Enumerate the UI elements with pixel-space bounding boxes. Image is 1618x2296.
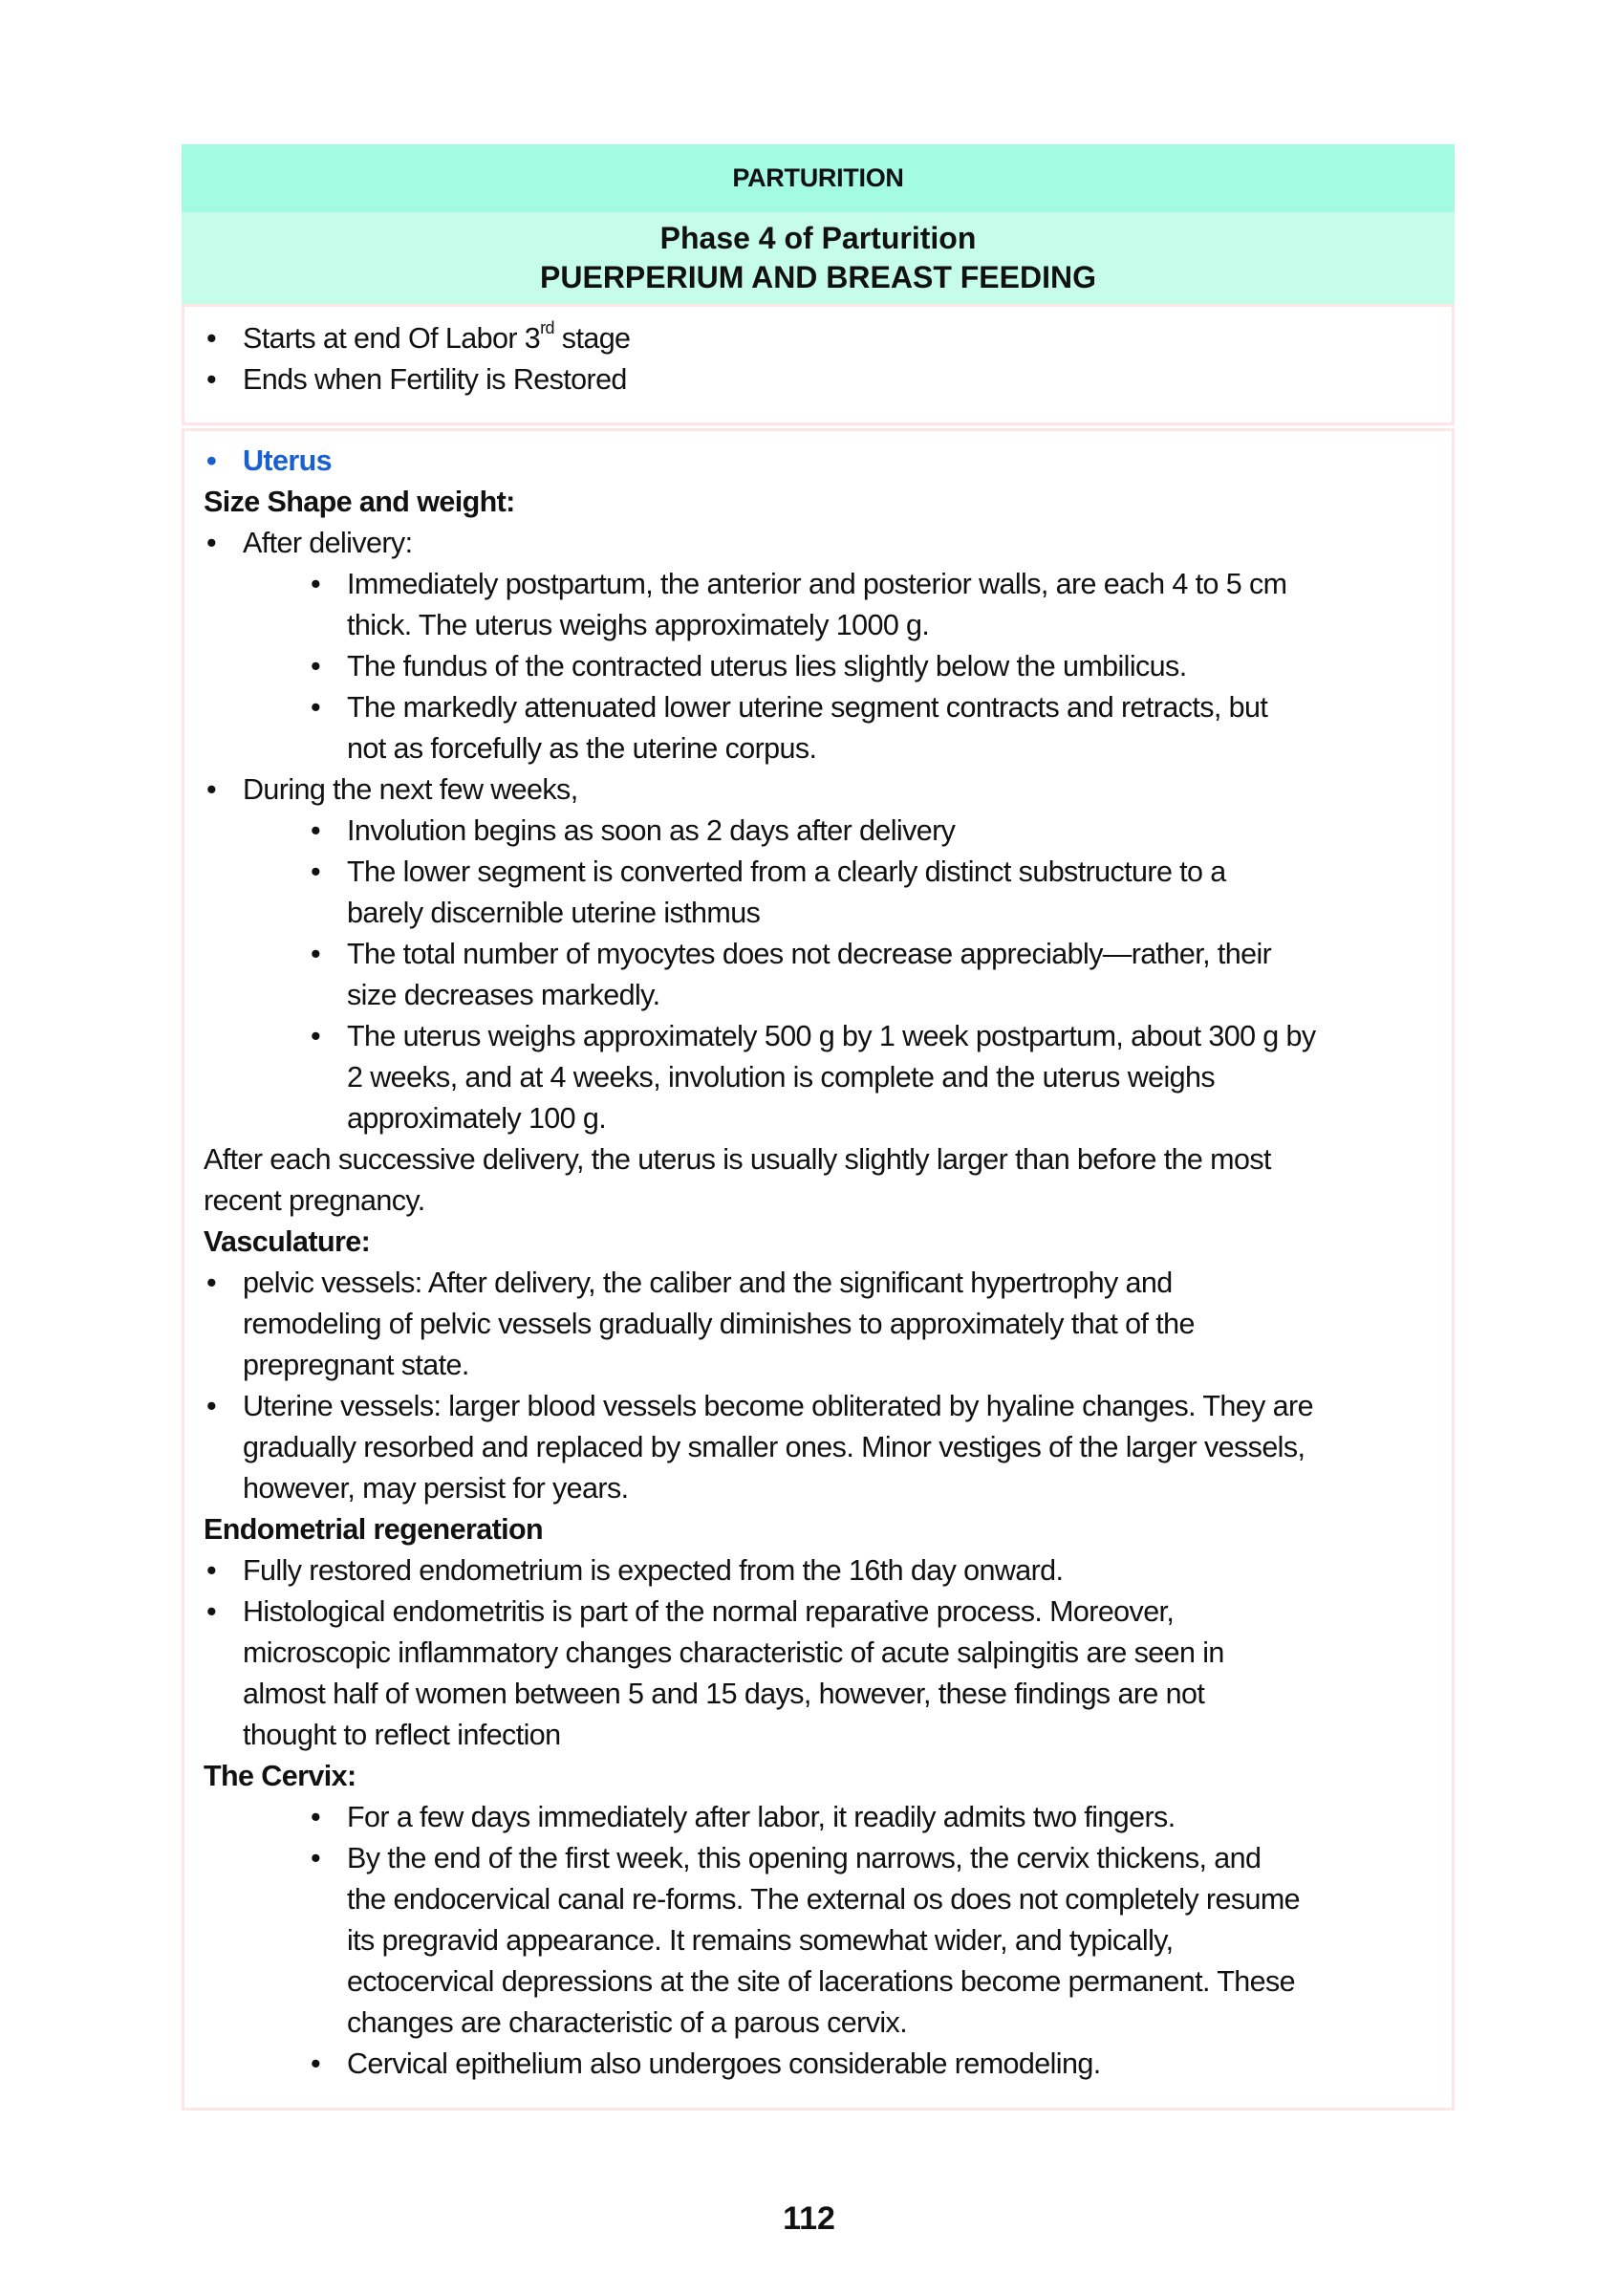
intro-box [182,304,1455,425]
cervix-heading: The Cervix: [204,1760,356,1792]
list-item-cont: barely discernible uterine isthmus [347,897,761,929]
list-item-cont: changes are characteristic of a parous cervix. [347,2006,908,2039]
after-delivery-list [204,564,1433,769]
phase-header [182,212,1455,304]
list-item: • For a few days immediately after labor, it readily admits two fingers. [204,1797,1433,1838]
list-item: • The uterus weighs approximately 500 g by 1 week postpartum, about 300 g by [204,1016,1433,1057]
list-item: • The fundus of the contracted uterus lies slightly below the umbilicus. [204,646,1433,687]
list-item-cont: remodeling of pelvic vessels gradually diminishes to approximately that of the [243,1308,1195,1340]
list-item: • pelvic vessels: After delivery, the caliber and the significant hypertrophy and [204,1263,1433,1304]
list-item: • Uterine vessels: larger blood vessels become obliterated by hyaline changes. They are [204,1386,1433,1427]
list-item-cont: thick. The uterus weighs approximately 1000 g. [347,609,930,641]
list-item: • Histological endometritis is part of the normal reparative process. Moreover, [204,1592,1433,1633]
list-item: • The markedly attenuated lower uterine segment contracts and retracts, but [204,687,1433,728]
after-delivery-item: • After delivery: [204,523,1433,564]
phase-subtitle: PUERPERIUM AND BREAST FEEDING [540,260,1096,294]
details-box [182,428,1455,2111]
uterus-note: After each successive delivery, the uterus is usually slightly larger than before the most [204,1143,1271,1176]
next-weeks-list [204,811,1433,1139]
list-item-cont: size decreases markedly. [347,979,660,1011]
list-item-cont: gradually resorbed and replaced by smaller ones. Minor vestiges of the larger vessels, [243,1431,1305,1463]
list-item-cont: not as forcefully as the uterine corpus. [347,732,817,765]
list-item-cont: ectocervical depressions at the site of lacerations become permanent. These [347,1965,1296,1998]
phase-title: Phase 4 of Parturition [659,221,977,255]
list-item-cont: thought to reflect infection [243,1719,561,1751]
vasculature-heading: Vasculature: [204,1225,371,1258]
intro-start-item: • Starts at end Of Labor 3rd stage [204,318,1452,359]
size-heading: Size Shape and weight: [204,486,515,518]
intro-end-item: • Ends when Fertility is Restored [204,359,1452,401]
uterus-note-cont: recent pregnancy. [204,1184,425,1217]
list-item: • By the end of the first week, this opening narrows, the cervix thickens, and [204,1838,1433,1879]
list-item-cont: microscopic inflammatory changes characteristic of acute salpingitis are seen in [243,1636,1224,1669]
list-item-cont: however, may persist for years. [243,1472,629,1505]
list-item-cont: prepregnant state. [243,1349,469,1381]
list-item-cont: almost half of women between 5 and 15 days, however, these findings are not [243,1678,1205,1710]
endometrial-heading: Endometrial regeneration [204,1513,544,1546]
list-item: • The lower segment is converted from a clearly distinct substructure to a [204,852,1433,893]
section-header [182,144,1455,212]
list-item: • Involution begins as soon as 2 days after delivery [204,811,1433,852]
list-item: • The total number of myocytes does not decrease appreciably—rather, their [204,934,1433,975]
content-table [182,144,1455,2111]
list-item: • Immediately postpartum, the anterior and posterior walls, are each 4 to 5 cm [204,564,1433,605]
list-item-cont: approximately 100 g. [347,1102,607,1135]
next-weeks-item: • During the next few weeks, [204,769,1433,811]
section-title: PARTURITION [732,163,904,192]
list-item: • Fully restored endometrium is expected from the 16th day onward. [204,1550,1433,1592]
list-item-cont: the endocervical canal re-forms. The external os does not completely resume [347,1883,1301,1916]
list-item: • Cervical epithelium also undergoes considerable remodeling. [204,2044,1433,2085]
list-item-cont: its pregravid appearance. It remains somewhat wider, and typically, [347,1924,1174,1957]
uterus-title: • Uterus [204,441,1433,482]
list-item-cont: 2 weeks, and at 4 weeks, involution is complete and the uterus weighs [347,1061,1216,1094]
page-number: 112 [783,2200,835,2237]
